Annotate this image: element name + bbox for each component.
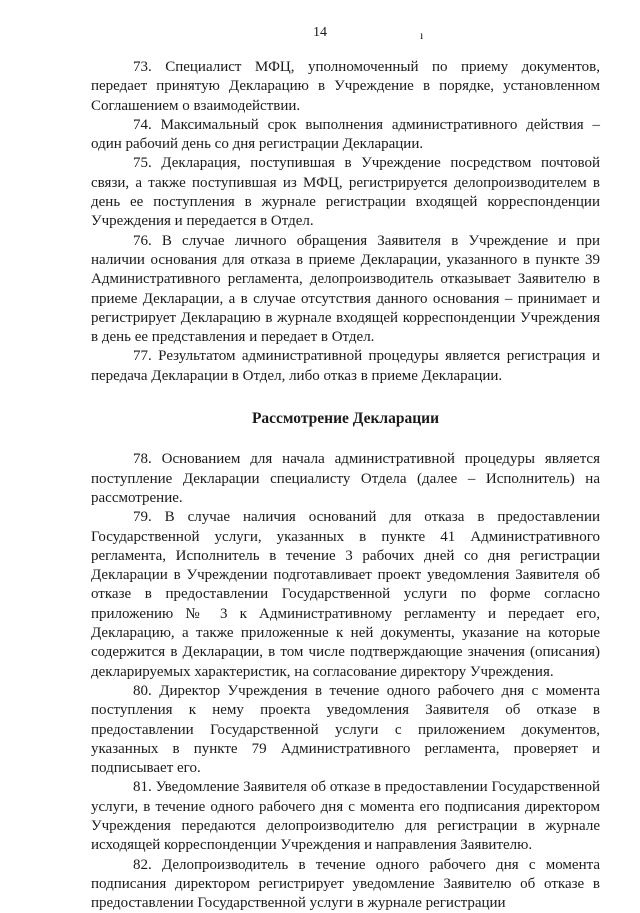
section-heading: Рассмотрение Декларации xyxy=(251,410,440,428)
paragraph-76: 76. В случае личного обращения Заявителя в Учреждение и при наличии основания для отказа в приеме Декларации, указанного в пункте 39 Административного регламента, делопроизводитель отказывает Заявителю в приеме Декларации, а в случае отсутствия данного основания – принимает и регистрирует Декларацию в журнале входящей корреспонденции Учреждения в день ее представления и передает в Отдел. xyxy=(91,232,600,346)
paragraph-77: 77. Результатом административной процедуры является регистрация и передача Декларации в Отдел, либо отказ в приеме Декларации. xyxy=(91,348,600,384)
paragraph-78: 78. Основанием для начала административной процедуры является поступление Декларации специалисту Отдела (далее – Исполнитель) на рассмотрение. xyxy=(91,451,600,506)
corner-mark: ı xyxy=(420,28,424,42)
paragraph-79: 79. В случае наличия оснований для отказа в предоставлении Государственной услуги, указанных в пункте 41 Административного регламента, Исполнитель в течение 3 рабочих дней со дня регистрации Декларации в Учреждении подготавливает проект уведомления Заявителя об отказе в предоставлении Государственной услуги по форме согласно приложению № 3 к Административному регламенту и передает его, Декларацию, а также приложенные к ней документы, указание на которые содержится в Декларации, в том числе подтверждающие значения (описания) декларируемых характеристик, на согласование директору Учреждения. xyxy=(91,509,600,680)
paragraph-74: 74. Максимальный срок выполнения административного действия – один рабочий день со дня регистрации Декларации. xyxy=(91,116,600,153)
page-number: 14 xyxy=(313,25,327,40)
paragraph-80: 80. Директор Учреждения в течение одного рабочего дня с момента поступления к нему проекта уведомления Заявителя об отказе в предоставлении Государственной услуги с приложением документов, указанных в пункте 79 Административного регламента, проверяет и подписывает его. xyxy=(91,682,600,777)
paragraph-75: 75. Декларация, поступившая в Учреждение посредством почтовой связи, а также поступившая из МФЦ, регистрируется делопроизводителем в день ее поступления в журнале регистрации входящей корреспонденции Учреждения и передается в Отдел. xyxy=(91,155,600,230)
paragraph-82: 82. Делопроизводитель в течение одного рабочего дня с момента подписания директором регистрирует уведомление Заявителю об отказе в предоставлении Государственной услуги в журнале регистрации xyxy=(91,856,600,912)
paragraph-81: 81. Уведомление Заявителя об отказе в предоставлении Государственной услуги, в течение одного рабочего дня с момента его подписания директором Учреждения передаются делопроизводителю для регистрации в журнале исходящей корреспонденции Учреждения и направления Заявителю. xyxy=(91,779,600,854)
document-body xyxy=(91,58,600,913)
paragraph-73: 73. Специалист МФЦ, уполномоченный по приему документов, передает принятую Декларацию в Учреждение в порядке, установленном Соглашением о взаимодействии. xyxy=(91,59,600,114)
